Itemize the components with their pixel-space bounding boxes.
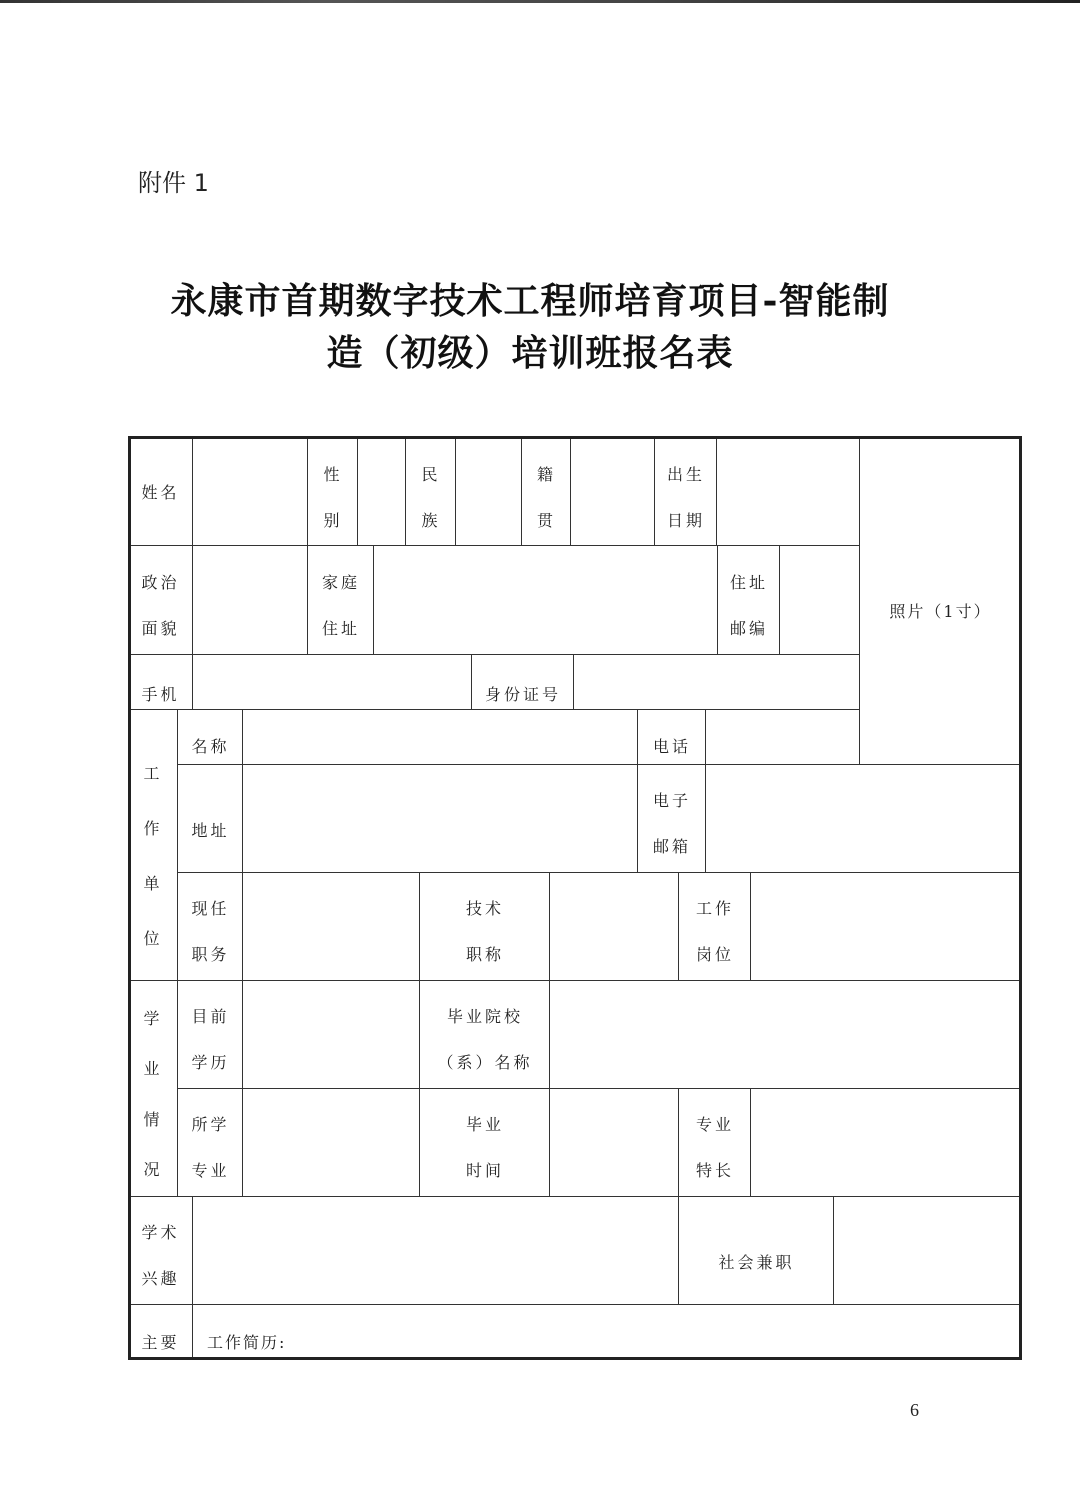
unit-phone-field[interactable]: [706, 710, 860, 765]
mobile-field[interactable]: [193, 655, 472, 710]
mobile-label: 手机: [141, 684, 180, 704]
work-unit-group-label: 工 作 单 位: [143, 764, 163, 948]
name-field[interactable]: [193, 437, 308, 546]
current-education-field[interactable]: [243, 981, 420, 1089]
id-number-field[interactable]: [574, 655, 860, 710]
photo-label: 照片（1寸）: [889, 601, 992, 621]
graduation-time-field[interactable]: [550, 1089, 679, 1197]
form-title-line-1: 永康市首期数字技术工程师培育项目-智能制: [170, 280, 890, 322]
main-label: 主要: [141, 1332, 180, 1352]
email-label: 电子 邮箱: [652, 790, 691, 856]
technical-title-label: 技术 职称: [465, 898, 504, 964]
specialty-label: 专业 特长: [695, 1114, 734, 1180]
ethnicity-label: 民 族: [421, 464, 441, 530]
academic-interest-label: 学术 兴趣: [141, 1222, 180, 1288]
social-positions-field[interactable]: [834, 1197, 1021, 1305]
home-address-field[interactable]: [374, 546, 718, 655]
graduate-school-field[interactable]: [550, 981, 1021, 1089]
major-field[interactable]: [243, 1089, 420, 1197]
work-history-label: 工作简历:: [207, 1332, 287, 1352]
native-place-field[interactable]: [571, 437, 655, 546]
current-position-field[interactable]: [243, 873, 420, 981]
current-position-label: 现任 职务: [191, 898, 230, 964]
page-number: 6: [910, 1400, 919, 1420]
graduation-time-label: 毕业 时间: [465, 1114, 504, 1180]
current-education-label: 目前 学历: [191, 1006, 230, 1072]
postal-code-label: 住址 邮编: [729, 572, 768, 638]
job-post-field[interactable]: [751, 873, 1021, 981]
birth-date-field[interactable]: [717, 437, 860, 546]
political-status-field[interactable]: [193, 546, 308, 655]
political-status-label: 政治 面貌: [141, 572, 180, 638]
technical-title-field[interactable]: [550, 873, 679, 981]
social-positions-label: 社会兼职: [718, 1252, 795, 1272]
unit-phone-label: 电话: [652, 737, 691, 756]
unit-address-field[interactable]: [243, 765, 638, 873]
gender-label: 性 别: [323, 464, 343, 530]
academic-interest-field[interactable]: [193, 1197, 679, 1305]
job-post-label: 工作 岗位: [695, 898, 734, 964]
birth-date-label: 出生 日期: [666, 464, 705, 530]
form-title-line-2: 造（初级）培训班报名表: [326, 332, 734, 374]
gender-field[interactable]: [358, 437, 406, 546]
unit-address-label: 地址: [191, 820, 230, 840]
id-number-label: 身份证号: [484, 684, 561, 704]
education-group-label: 学 业 情 况: [143, 1008, 163, 1180]
ethnicity-field[interactable]: [456, 437, 522, 546]
native-place-label: 籍 贯: [536, 464, 556, 530]
unit-name-label: 名称: [191, 737, 230, 756]
name-label: 姓名: [141, 483, 180, 502]
graduate-school-label: 毕业院校 （系）名称: [437, 1006, 533, 1072]
major-label: 所学 专业: [191, 1114, 230, 1180]
specialty-field[interactable]: [751, 1089, 1021, 1197]
home-address-label: 家庭 住址: [321, 572, 360, 638]
postal-code-field[interactable]: [780, 546, 860, 655]
attachment-label: 附件 1: [138, 169, 209, 197]
unit-name-field[interactable]: [243, 710, 638, 765]
